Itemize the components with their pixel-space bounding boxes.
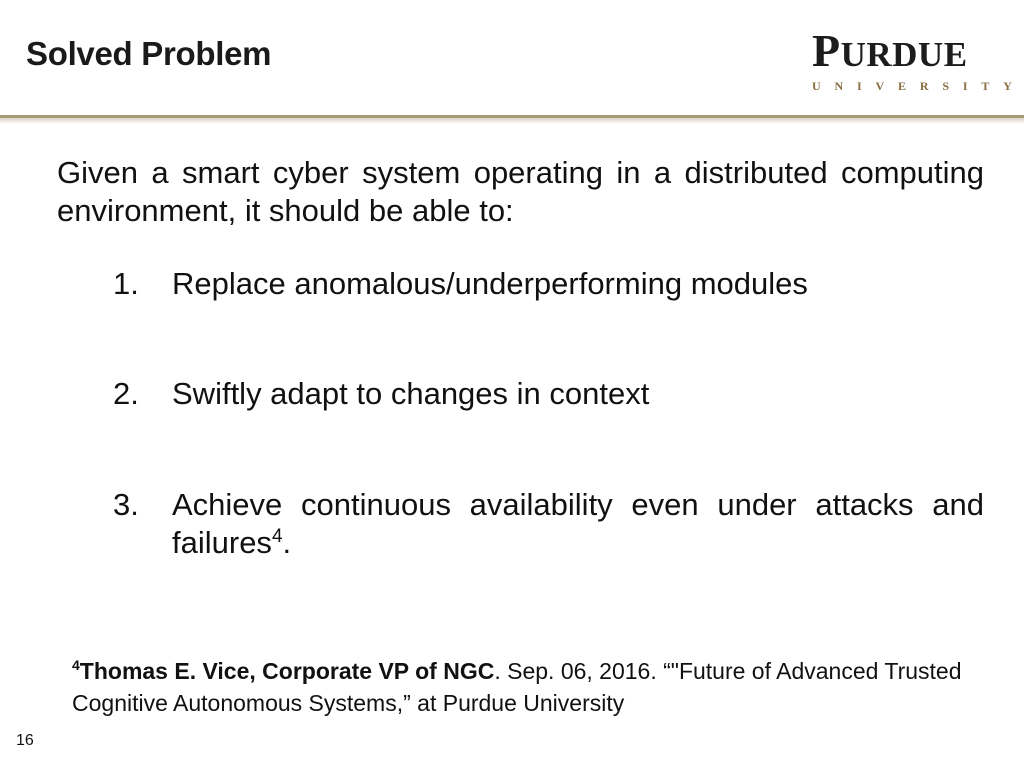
page-number: 16 <box>16 732 34 749</box>
logo-sub-letter: U <box>812 79 821 93</box>
list-item-text: Swiftly adapt to changes in context <box>172 376 650 411</box>
list-item-text-container <box>172 486 984 562</box>
footnote-marker: 4 <box>72 657 80 673</box>
logo-sub-letter: T <box>981 79 990 93</box>
list-item-number: 3. <box>113 487 139 522</box>
footnote <box>72 655 992 719</box>
footnote-author: Thomas E. Vice, Corporate VP of NGC <box>79 658 495 684</box>
header-divider-shadow <box>0 118 1024 124</box>
footnote-reference: 4 <box>271 526 283 547</box>
list-item-number: 1. <box>113 266 139 301</box>
list-item-suffix: . <box>282 525 292 560</box>
logo-sub-letter: V <box>875 79 885 93</box>
logo-sub-letter: E <box>898 79 907 93</box>
logo-wordmark <box>812 24 1012 76</box>
logo-wordmark-rest: URDUE <box>840 35 968 74</box>
logo-sub-letter: R <box>919 79 929 93</box>
purdue-university-logo <box>812 24 1012 94</box>
list-item-text: Achieve continuous availability even under attacks and failures <box>172 487 984 560</box>
list-item-text: Replace anomalous/underperforming modules <box>172 266 808 301</box>
intro-paragraph: Given a smart cyber system operating in a distributed computing environment, it should be able to: <box>57 155 984 228</box>
footnote-citation: . Sep. 06, 2016. “"Future of Advanced Trusted Cognitive Autonomous Systems,” at Purdue University <box>72 658 962 716</box>
slide-title: Solved Problem <box>26 35 272 72</box>
logo-sub-letter: S <box>942 79 950 93</box>
slide-header <box>0 0 1024 116</box>
logo-sub-letter: I <box>857 79 862 93</box>
logo-sub-letter: I <box>962 79 968 93</box>
logo-subtitle <box>812 79 1012 94</box>
logo-sub-letter: Y <box>1003 79 1012 93</box>
list-item-number: 2. <box>113 376 139 411</box>
logo-sub-letter: N <box>834 79 844 93</box>
logo-wordmark-initial: P <box>812 25 841 76</box>
